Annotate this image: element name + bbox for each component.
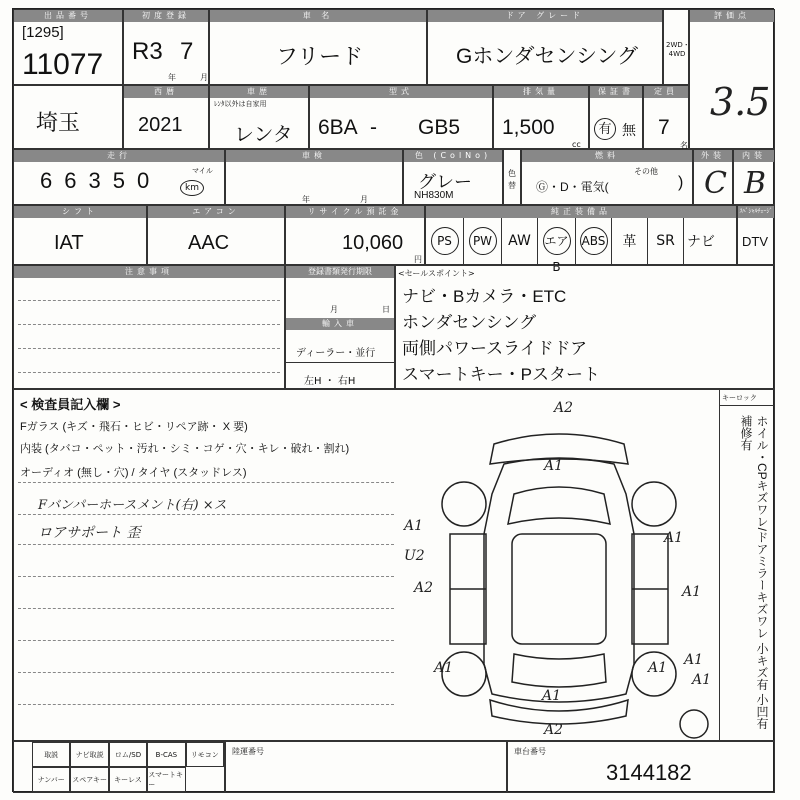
displacement-cell <box>493 85 589 149</box>
month-unit: 月 <box>200 73 208 82</box>
keylock-label: キーロック <box>722 394 757 402</box>
color-name: グレー <box>418 172 472 192</box>
fuel-header: 燃料 <box>522 150 692 162</box>
option-item <box>464 218 502 264</box>
sales-point: ホンダセンシング <box>402 313 537 332</box>
damage-mark: A1 <box>648 660 668 676</box>
exterior-grade: C <box>704 166 727 201</box>
shift-cell <box>13 205 147 265</box>
inspector-line <box>18 640 394 641</box>
handwritten-note2: ロアサポート 歪 <box>38 525 141 541</box>
first-reg-header: 初度登録 <box>124 10 208 22</box>
displacement: 1,500 <box>502 116 555 139</box>
purpose-header: 車歴 <box>210 86 308 98</box>
shift: IAT <box>54 232 84 254</box>
windshield <box>508 487 610 524</box>
damage-mark: A2 <box>414 580 434 596</box>
option-label: AW <box>508 233 531 249</box>
inspector-line <box>18 608 394 609</box>
option-label: 革 <box>622 234 637 250</box>
chassis-number: 3144182 <box>606 760 692 785</box>
option-item <box>538 218 576 274</box>
color-code: NH830M <box>414 190 454 201</box>
fuel-close: ) <box>678 174 684 191</box>
recycle-header: リサイクル預託金 <box>286 206 424 218</box>
color-change-label: 色替 <box>508 169 516 190</box>
mileage-digit: 0 <box>137 168 150 193</box>
car-name-header: 車 名 <box>210 10 426 22</box>
option-label: ナビ <box>687 234 715 250</box>
purpose-sub: ﾚﾝﾀ以外は自家用 <box>214 100 267 108</box>
year-unit: 年 <box>168 73 176 82</box>
sales-point: 両側パワースライドドア <box>402 339 588 358</box>
exhibit-cell <box>225 741 507 793</box>
yen-unit: 円 <box>414 255 422 264</box>
inspection-header: 車検 <box>226 150 402 162</box>
car-damage-diagram <box>394 400 724 740</box>
damage-mark: A1 <box>684 652 704 668</box>
damage-mark: A1 <box>434 660 454 676</box>
interior-condition: 内装 (タバコ・ペット・汚れ・シミ・コゲ・穴・キレ・破れ・割れ) <box>20 443 350 455</box>
notes-line <box>18 372 280 373</box>
mileage-header: 走行 <box>14 150 224 162</box>
mile-unit: マイル <box>192 167 213 175</box>
side-note-cell <box>719 389 775 741</box>
damage-mark: A1 <box>404 518 424 534</box>
damage-labels <box>402 400 711 738</box>
equipment-cell <box>13 741 225 793</box>
front-right-wheel <box>632 482 676 526</box>
interior-grade: B <box>744 166 767 201</box>
notes-header: 注意事項 <box>14 266 284 278</box>
capacity-cell <box>643 85 689 149</box>
notes-line <box>18 300 280 301</box>
grade-label: グレード <box>536 11 585 20</box>
roof <box>512 534 606 644</box>
door-label: ドア <box>505 11 530 20</box>
insp-year-unit: 年 <box>302 195 310 204</box>
option-label: エアB <box>543 227 571 255</box>
color-header: 色 (ColNo) <box>404 150 502 162</box>
options-row <box>426 218 736 274</box>
option-label: PW <box>469 227 497 255</box>
rear-window <box>512 654 606 687</box>
notes-line <box>18 324 280 325</box>
equipment-item: スマートキー <box>147 767 185 792</box>
option-item <box>684 218 718 264</box>
score-cell <box>689 9 775 149</box>
drive-label: 2WD・4WD <box>666 41 690 58</box>
damage-mark: A1 <box>664 530 684 546</box>
damage-mark: A2 <box>544 722 564 738</box>
lot-header: 出品番号 <box>14 10 122 22</box>
mileage-cell <box>13 149 225 205</box>
model-dash: - <box>370 116 377 139</box>
fuel-cell <box>521 149 693 205</box>
era: R3 <box>132 38 163 65</box>
handwritten-note1: Fバンパーホースメント(右) ×ス <box>38 498 227 513</box>
model-code: GB5 <box>418 116 461 139</box>
lot-number-cell <box>13 9 123 85</box>
chassis-cell <box>507 741 775 793</box>
option-dtv: DTV <box>742 234 768 249</box>
keylock-divider <box>720 405 774 406</box>
inspector-header: < 検査員記入欄 > <box>20 397 121 412</box>
interior-cell <box>733 149 775 205</box>
equipment-item: B-CAS <box>147 742 185 767</box>
damage-mark: U2 <box>404 548 425 564</box>
damage-mark: A1 <box>542 688 562 704</box>
lot-number: 11077 <box>22 48 104 81</box>
special-cell <box>737 205 775 265</box>
option-item <box>648 218 684 264</box>
front-left-wheel <box>442 482 486 526</box>
warranty-no: 無 <box>622 122 636 138</box>
model-cell <box>309 85 493 149</box>
options-header: 純正装備品 <box>426 206 736 218</box>
grade-cell <box>427 9 663 85</box>
mileage-digit: 6 <box>64 168 77 193</box>
grade: Gホンダセンシング <box>456 45 639 68</box>
inspector-line <box>18 514 394 515</box>
notes-cell <box>13 265 285 389</box>
year-cell <box>123 85 209 149</box>
shift-header: シフト <box>14 206 146 218</box>
purpose: レンタ <box>234 124 293 146</box>
insp-month-unit: 月 <box>360 195 368 204</box>
import-divider <box>286 362 394 363</box>
fuel-other: その他 <box>634 167 658 176</box>
import-dealer: ディーラー・並行 <box>296 348 376 359</box>
warranty-yes: 有 <box>594 118 616 140</box>
inspector-line <box>18 544 394 545</box>
inspector-area <box>13 389 775 741</box>
inspector-line <box>18 672 394 673</box>
reg-deadline-header: 登録書類発行期限 <box>286 266 394 278</box>
equipment-item: ナンバー <box>32 767 70 792</box>
damage-mark: A1 <box>544 458 564 474</box>
fuel: Ⓖ・D・電気( <box>536 180 609 194</box>
prefecture-cell <box>13 85 123 149</box>
options-cell <box>425 205 737 274</box>
grade-header <box>428 10 662 22</box>
import-hand: 左H ・ 右H <box>304 376 356 387</box>
aircon: AAC <box>188 232 230 254</box>
displacement-header: 排気量 <box>494 86 588 98</box>
warranty-header: 保証書 <box>590 86 642 98</box>
exhibit-label: 陸運番号 <box>232 747 264 756</box>
mileage-digit: 3 <box>88 168 101 193</box>
score: 3.5 <box>710 80 771 124</box>
sales-points-header: <セールスポイント> <box>398 269 475 278</box>
mileage-digit: 5 <box>112 168 125 193</box>
equipment-item: ナビ取説 <box>70 742 108 767</box>
lot-bracket: [1295] <box>22 24 64 41</box>
color-cell <box>403 149 503 205</box>
model-prefix: 6BA <box>318 116 358 139</box>
sales-point: ナビ・Bカメラ・ETC <box>402 287 567 306</box>
spare-tire <box>680 710 708 738</box>
damage-mark: A1 <box>692 672 712 688</box>
equipment-item: キーレス <box>109 767 147 792</box>
km-unit: km <box>180 180 204 196</box>
option-item <box>426 218 464 264</box>
chassis-label: 車台番号 <box>514 747 546 756</box>
aircon-header: エアコン <box>148 206 284 218</box>
reg-import-cell <box>285 265 395 389</box>
notes-line <box>18 348 280 349</box>
capacity-header: 定員 <box>644 86 688 98</box>
special-header: ｽﾍﾟｼｬﾙﾁｪｰｼﾞ <box>738 206 774 218</box>
inspector-line <box>18 704 394 705</box>
car-name-cell <box>209 9 427 85</box>
equipment-item: リモコン <box>186 742 224 767</box>
side-note: ホイル・CPキズワレ/ドアミラーキズワレ 小キズ有 小凹有 補修有 <box>739 415 769 730</box>
person-unit: 名 <box>680 141 688 150</box>
option-item <box>612 218 648 264</box>
inspector-line <box>18 482 394 483</box>
sales-points-cell <box>395 265 775 389</box>
mileage-digits <box>40 168 149 194</box>
option-label: SR <box>656 233 675 249</box>
model-header: 型式 <box>310 86 492 98</box>
option-label: ABS <box>580 227 608 255</box>
warranty-cell <box>589 85 643 149</box>
audio-tire: オーディオ (無し・穴) / タイヤ (スタッドレス) <box>20 467 247 479</box>
color-change-cell <box>503 149 521 205</box>
damage-mark: A2 <box>554 400 574 416</box>
cc-unit: cc <box>572 140 581 149</box>
import-header: 輸入車 <box>286 318 394 330</box>
equipment-item: ロム/SD <box>109 742 147 767</box>
inspector-line <box>18 576 394 577</box>
car-name: フリード <box>276 44 364 69</box>
first-reg-cell <box>123 9 209 85</box>
windshield: Fガラス (キズ・飛石・ヒビ・リペア跡・ X 要) <box>20 421 248 433</box>
body-outline <box>484 458 634 702</box>
damage-mark: A1 <box>682 584 702 600</box>
reg-month-unit: 月 <box>330 305 338 314</box>
recycle-cell <box>285 205 425 265</box>
western-header: 西暦 <box>124 86 208 98</box>
exterior-header: 外装 <box>694 150 732 162</box>
capacity: 7 <box>658 116 670 139</box>
sales-point: スマートキー・Pスタート <box>402 365 600 384</box>
year: 2021 <box>138 114 183 136</box>
equipment-item: スペアキー <box>70 767 108 792</box>
interior-header: 内装 <box>734 150 774 162</box>
prefecture: 埼玉 <box>36 110 81 135</box>
recycle: 10,060 <box>342 232 404 254</box>
option-label: PS <box>431 227 459 255</box>
auction-sheet <box>12 8 774 792</box>
equipment-item: 取説 <box>32 742 70 767</box>
score-header: 評価点 <box>690 10 774 22</box>
mileage-digit: 6 <box>40 168 53 193</box>
aircon-cell <box>147 205 285 265</box>
drive-cell <box>663 9 689 85</box>
exterior-cell <box>693 149 733 205</box>
equipment-grid <box>32 742 224 792</box>
purpose-cell <box>209 85 309 149</box>
inspection-cell <box>225 149 403 205</box>
option-item <box>502 218 538 264</box>
reg-day-unit: 日 <box>382 305 390 314</box>
option-item <box>576 218 612 264</box>
reg-month: 7 <box>180 38 194 65</box>
